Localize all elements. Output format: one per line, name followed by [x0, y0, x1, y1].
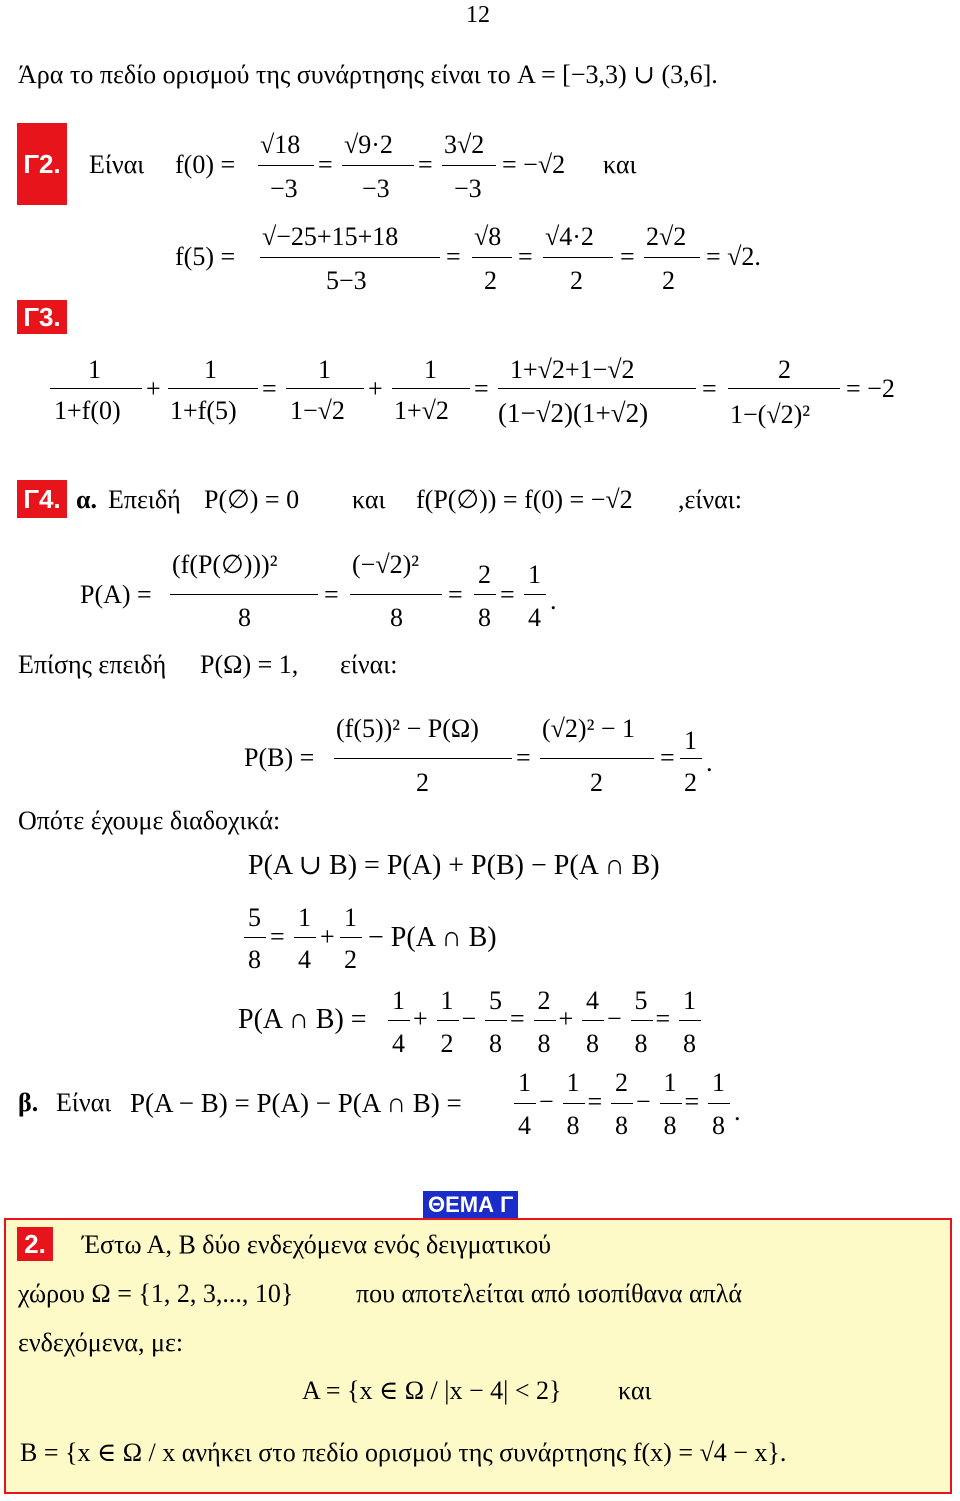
plus: +	[146, 374, 161, 403]
exercise-number: 2.	[17, 1227, 53, 1261]
g3-num6: 2	[778, 355, 791, 384]
label-g3: Γ3.	[17, 300, 67, 334]
pa-den1: 8	[238, 603, 251, 632]
period: .	[734, 1097, 741, 1126]
fraction-numerator: 1	[566, 1068, 580, 1097]
eq3-lhs: P(A ∩ B) =	[238, 1004, 367, 1035]
equals: =	[270, 922, 285, 951]
operator: −	[607, 1004, 622, 1033]
eq2-den1: 8	[248, 945, 261, 974]
fraction-bar	[679, 1020, 701, 1021]
g4b-expr: P(A − B) = P(A) − P(A ∩ B) =	[130, 1088, 462, 1118]
fraction-numerator: 1	[440, 986, 454, 1015]
fraction-denominator: 8	[683, 1029, 696, 1058]
fraction-denominator: 8	[712, 1111, 725, 1140]
fraction-bar	[644, 257, 700, 258]
fraction-bar	[437, 1020, 459, 1021]
g3-num4: 1	[424, 355, 437, 384]
operator: =	[510, 1004, 525, 1033]
pa-den2: 8	[390, 603, 403, 632]
fraction-bar	[524, 594, 546, 595]
domain-sentence: Άρα το πεδίο ορισμού της συνάρτησης είναι το A = [−3,3) ∪ (3,6].	[18, 60, 718, 89]
fraction-bar	[168, 388, 258, 389]
g3-num5: 1+√2+1−√2	[510, 355, 635, 384]
fraction-bar	[474, 594, 496, 595]
p-omega: P(Ω) = 1,	[200, 650, 299, 679]
fraction-bar	[350, 594, 442, 595]
equals: =	[262, 374, 277, 403]
fraction-denominator: 4	[518, 1111, 531, 1140]
g3-den4: 1+√2	[394, 396, 449, 425]
g2-f0-result: = −√2	[502, 150, 566, 179]
eq2-num2: 1	[298, 903, 311, 932]
g2-f5-num4: 2√2	[646, 222, 687, 251]
fraction-numerator: 1	[712, 1068, 725, 1097]
eq2-den2: 4	[298, 945, 311, 974]
fraction-bar	[563, 1103, 585, 1104]
g2-f5-den1: 5−3	[326, 266, 367, 295]
pa-lhs: P(A) =	[80, 580, 152, 609]
fraction-bar	[708, 1103, 730, 1104]
fraction-numerator: 1	[683, 986, 696, 1015]
pb-num1: (f(5))² − P(Ω)	[336, 714, 479, 743]
fraction-bar	[534, 1020, 556, 1021]
operator: =	[684, 1087, 700, 1116]
fraction-numerator: 1	[392, 986, 405, 1015]
fraction-numerator: 5	[634, 986, 648, 1015]
equals: =	[660, 743, 675, 772]
fraction-bar	[498, 388, 696, 389]
g2-f0-den3: −3	[454, 174, 482, 203]
eq-union: P(A ∪ B) = P(A) + P(B) − P(A ∩ B)	[248, 850, 660, 881]
period: .	[706, 748, 713, 777]
fraction-bar	[543, 257, 613, 258]
pa-den3: 8	[478, 603, 491, 632]
fraction-bar	[170, 594, 318, 595]
g2-f0-num2: √9·2	[344, 130, 393, 159]
theme-title: ΘΕΜΑ Γ	[423, 1191, 518, 1218]
fraction-numerator: 4	[586, 986, 599, 1015]
pa-num4: 1	[528, 560, 541, 589]
g3-den6: 1−(√2)²	[730, 400, 811, 429]
fraction-denominator: 4	[392, 1029, 405, 1058]
g4a-intro: Επειδή	[108, 485, 181, 514]
fraction-numerator: 1	[518, 1068, 531, 1097]
box-line2-rest: που αποτελείται από ισοπίθανα απλά	[356, 1279, 743, 1308]
g3-result: = −2	[846, 374, 895, 403]
set-b: B = {x ∈ Ω / x ανήκει στο πεδίο ορισμού της συνάρτησης f(x) = √4 − x}.	[20, 1438, 787, 1467]
equals: =	[448, 580, 463, 609]
pb-num2: (√2)² − 1	[542, 714, 636, 743]
eq2-den3: 2	[344, 945, 357, 974]
fraction-bar	[514, 1103, 536, 1104]
operator: −	[636, 1087, 651, 1116]
equals: =	[500, 580, 515, 609]
fraction-bar	[485, 1020, 507, 1021]
operator: =	[587, 1087, 603, 1116]
pb-lhs: P(B) =	[244, 743, 315, 772]
g4a-marker: α.	[76, 485, 98, 514]
fraction-denominator: 8	[615, 1111, 628, 1140]
set-a: A = {x ∈ Ω / |x − 4| < 2}	[302, 1376, 562, 1405]
fraction-bar	[258, 165, 314, 166]
box-line3: ενδεχόμενα, με:	[18, 1328, 184, 1357]
fraction-numerator: 5	[489, 986, 502, 1015]
fraction-numerator: 2	[537, 986, 551, 1015]
equals: =	[324, 580, 339, 609]
g4a-and: και	[352, 485, 386, 514]
g2-and: και	[603, 150, 637, 179]
g4a-p-empty: P(∅) = 0	[204, 485, 300, 514]
fraction-denominator: 8	[489, 1029, 502, 1058]
pb-num3: 1	[684, 726, 697, 755]
period: .	[550, 586, 557, 615]
fraction-numerator: 2	[615, 1068, 628, 1097]
are2: είναι:	[340, 650, 398, 679]
pa-den4: 4	[528, 603, 541, 632]
pa-num1: (f(P(∅)))²	[172, 550, 278, 579]
g2-f5-num3: √4·2	[545, 222, 594, 251]
fraction-denominator: 8	[634, 1029, 648, 1058]
g3-num3: 1	[318, 355, 331, 384]
fraction-bar	[388, 1020, 410, 1021]
g2-f5-num1: √−25+15+18	[262, 222, 399, 251]
fraction-bar	[334, 758, 512, 759]
fraction-denominator: 8	[663, 1111, 677, 1140]
equals: =	[516, 743, 531, 772]
fraction-bar	[244, 937, 266, 938]
fraction-bar	[728, 388, 840, 389]
fraction-bar	[582, 1020, 604, 1021]
g2-f5-den4: 2	[662, 266, 675, 295]
so-sentence: Οπότε έχουμε διαδοχικά:	[18, 806, 281, 835]
plus: +	[368, 374, 383, 403]
eq2-rest: − P(A ∩ B)	[368, 922, 497, 953]
equals: =	[318, 150, 333, 179]
eq2-num3: 1	[344, 903, 357, 932]
pa-num3: 2	[478, 560, 491, 589]
g3-num1: 1	[88, 355, 101, 384]
fraction-denominator: 8	[586, 1029, 599, 1058]
equals: =	[620, 242, 635, 271]
label-g2: Γ2.	[17, 123, 67, 205]
g2-f5-num2: √8	[474, 222, 502, 251]
g2-f5-result: = √2.	[706, 242, 761, 271]
pb-den1: 2	[416, 768, 429, 797]
plus: +	[320, 922, 335, 951]
fraction-bar	[472, 257, 512, 258]
fraction-bar	[340, 937, 362, 938]
fraction-denominator: 8	[537, 1029, 551, 1058]
g3-den5: (1−√2)(1+√2)	[498, 398, 649, 428]
g4a-fp-empty: f(P(∅)) = f(0) = −√2	[416, 485, 633, 514]
operator: =	[655, 1004, 671, 1033]
equals: =	[446, 242, 461, 271]
eq2-num1: 5	[248, 903, 261, 932]
operator: −	[461, 1004, 477, 1033]
fraction-bar	[442, 165, 496, 166]
equals: =	[702, 374, 717, 403]
set-a-and: και	[618, 1376, 652, 1405]
also-sentence: Επίσης επειδή	[18, 650, 167, 679]
fraction-bar	[342, 165, 414, 166]
g2-f0-num3: 3√2	[444, 130, 485, 159]
pa-num2: (−√2)²	[352, 550, 420, 579]
box-line2-set: χώρου Ω = {1, 2, 3,..., 10}	[18, 1279, 294, 1308]
operator: +	[558, 1004, 574, 1033]
equals: =	[474, 374, 489, 403]
fraction-bar	[611, 1103, 633, 1104]
equals: =	[418, 150, 433, 179]
g2-f0-den2: −3	[362, 174, 390, 203]
pb-den2: 2	[590, 768, 603, 797]
fraction-bar	[294, 937, 316, 938]
g3-num2: 1	[204, 355, 217, 384]
pb-den3: 2	[684, 768, 697, 797]
page-number: 12	[466, 2, 490, 28]
fraction-bar	[260, 257, 440, 258]
g2-f0-lhs: f(0) =	[175, 150, 236, 179]
g2-f5-den3: 2	[570, 266, 583, 295]
g4b-intro: Είναι	[56, 1088, 112, 1117]
g2-f5-den2: 2	[484, 266, 497, 295]
label-g4: Γ4.	[17, 480, 67, 518]
box-line1: Έστω Α, Β δύο ενδεχόμενα ενός δειγματικού	[82, 1230, 552, 1259]
fraction-denominator: 2	[440, 1029, 454, 1058]
fraction-bar	[680, 758, 702, 759]
g2-f5-lhs: f(5) =	[175, 242, 236, 271]
g4a-are: ,είναι:	[678, 485, 743, 514]
fraction-numerator: 1	[663, 1068, 677, 1097]
operator: −	[539, 1087, 554, 1116]
fraction-bar	[286, 388, 364, 389]
fraction-bar	[392, 388, 470, 389]
fraction-denominator: 8	[566, 1111, 580, 1140]
fraction-bar	[50, 388, 142, 389]
g4b-marker: β.	[18, 1088, 39, 1117]
fraction-bar	[631, 1020, 653, 1021]
g2-f0-num1: √18	[260, 130, 301, 159]
fraction-bar	[540, 758, 654, 759]
g2-f0-den1: −3	[270, 174, 298, 203]
equals: =	[518, 242, 533, 271]
g3-den3: 1−√2	[290, 396, 345, 425]
g2-intro: Είναι	[89, 150, 145, 179]
g3-den1: 1+f(0)	[54, 396, 121, 425]
g3-den2: 1+f(5)	[170, 396, 237, 425]
operator: +	[413, 1004, 428, 1033]
fraction-bar	[660, 1103, 682, 1104]
